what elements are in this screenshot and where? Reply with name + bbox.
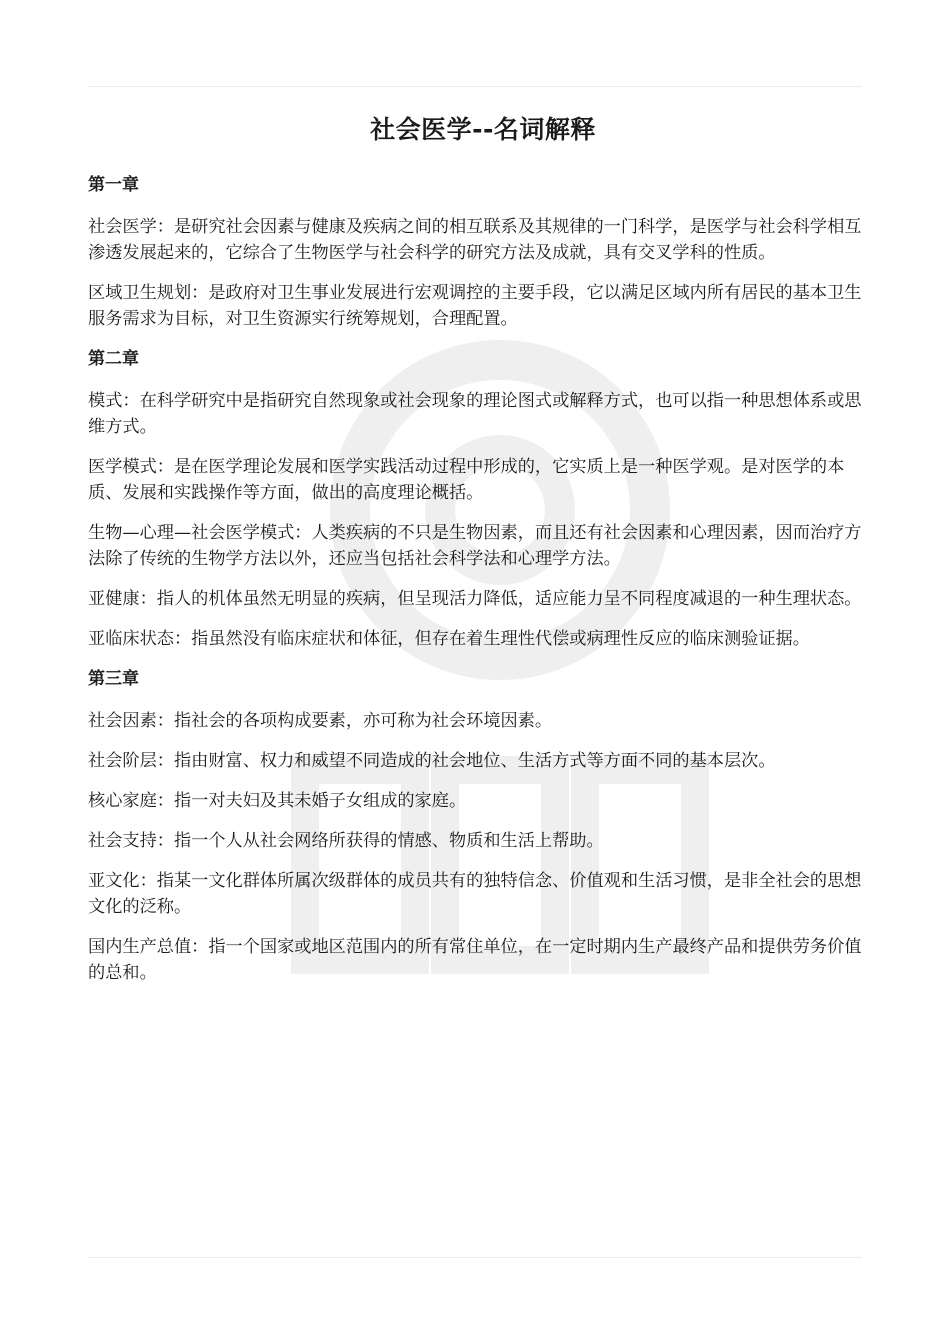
document-content bbox=[88, 112, 878, 1000]
term-name: 社会支持 bbox=[88, 831, 157, 851]
term-definition: 指人的机体虽然无明显的疾病，但呈现活力降低，适应能力呈不同程度减退的一种生理状态。 bbox=[156, 589, 862, 609]
term-separator: ： bbox=[156, 457, 174, 477]
term-name: 区域卫生规划 bbox=[88, 283, 192, 303]
term-entry bbox=[88, 520, 878, 572]
term-separator: ： bbox=[122, 391, 140, 411]
term-separator: ： bbox=[139, 589, 157, 609]
term-entry bbox=[88, 934, 878, 986]
term-entry bbox=[88, 868, 878, 920]
term-entry bbox=[88, 280, 878, 332]
term-name: 医学模式 bbox=[88, 457, 157, 477]
term-separator: ： bbox=[156, 831, 174, 851]
term-separator: ： bbox=[139, 871, 157, 891]
term-entry bbox=[88, 454, 878, 506]
chapter-heading: 第一章 bbox=[88, 175, 139, 195]
term-separator: ： bbox=[156, 791, 174, 811]
chapter-heading: 第二章 bbox=[88, 349, 139, 369]
term-definition: 是研究社会因素与健康及疾病之间的相互联系及其规律的一门科学，是医学与社会科学相互渗透发展起来的，它综合了生物医学与社会科学的研究方法及成就，具有交叉学科的性质。 bbox=[88, 217, 862, 263]
term-name: 国内生产总值 bbox=[88, 937, 192, 957]
chapter-list bbox=[88, 172, 878, 986]
term-name: 亚健康 bbox=[88, 589, 140, 609]
term-separator: ： bbox=[156, 217, 174, 237]
term-separator: ： bbox=[191, 283, 209, 303]
term-entry bbox=[88, 828, 878, 854]
term-definition: 是政府对卫生事业发展进行宏观调控的主要手段，它以满足区域内所有居民的基本卫生服务需求为目标，对卫生资源实行统筹规划，合理配置。 bbox=[88, 283, 862, 329]
term-separator: ： bbox=[191, 937, 209, 957]
term-definition: 指一个国家或地区范围内的所有常住单位，在一定时期内生产最终产品和提供劳务价值的总和。 bbox=[88, 937, 862, 983]
page-title: 社会医学--名词解释 bbox=[370, 115, 596, 144]
term-entry bbox=[88, 788, 878, 814]
term-entry bbox=[88, 748, 878, 774]
term-definition: 指一对夫妇及其未婚子女组成的家庭。 bbox=[173, 791, 467, 811]
term-name: 社会因素 bbox=[88, 711, 157, 731]
term-definition: 指某一文化群体所属次级群体的成员共有的独特信念、价值观和生活习惯，是非全社会的思想文化的泛称。 bbox=[88, 871, 862, 917]
chapter-heading: 第三章 bbox=[88, 669, 139, 689]
term-entry bbox=[88, 626, 878, 652]
term-entry bbox=[88, 214, 878, 266]
term-entry bbox=[88, 708, 878, 734]
term-name: 生物—心理—社会医学模式 bbox=[88, 523, 295, 543]
term-definition: 指由财富、权力和威望不同造成的社会地位、生活方式等方面不同的基本层次。 bbox=[173, 751, 776, 771]
term-separator: ： bbox=[156, 751, 174, 771]
term-separator: ： bbox=[173, 629, 192, 649]
term-definition: 指社会的各项构成要素，亦可称为社会环境因素。 bbox=[173, 711, 553, 731]
term-separator: ： bbox=[156, 711, 174, 731]
term-definition: 指一个人从社会网络所获得的情感、物质和生活上帮助。 bbox=[173, 831, 604, 851]
term-entry bbox=[88, 586, 878, 612]
term-name: 社会医学 bbox=[88, 217, 157, 237]
header-rule bbox=[88, 86, 862, 87]
term-definition: 人类疾病的不只是生物因素，而且还有社会因素和心理因素，因而治疗方法除了传统的生物学方法以外，还应当包括社会科学法和心理学方法。 bbox=[88, 523, 862, 569]
term-name: 核心家庭 bbox=[88, 791, 157, 811]
term-name: 模式 bbox=[88, 391, 123, 411]
term-name: 亚文化 bbox=[88, 871, 140, 891]
term-name: 社会阶层 bbox=[88, 751, 157, 771]
term-separator: ： bbox=[294, 523, 312, 543]
term-definition: 在科学研究中是指研究自然现象或社会现象的理论图式或解释方式，也可以指一种思想体系或思维方式。 bbox=[88, 391, 862, 437]
term-definition: 指虽然没有临床症状和体征，但存在着生理性代偿或病理性反应的临床测验证据。 bbox=[191, 629, 810, 649]
term-entry bbox=[88, 388, 878, 440]
term-name: 亚临床状态 bbox=[88, 629, 174, 649]
footer-rule bbox=[88, 1257, 862, 1258]
term-definition: 是在医学理论发展和医学实践活动过程中形成的，它实质上是一种医学观。是对医学的本质、发展和实践操作等方面，做出的高度理论概括。 bbox=[88, 457, 845, 503]
